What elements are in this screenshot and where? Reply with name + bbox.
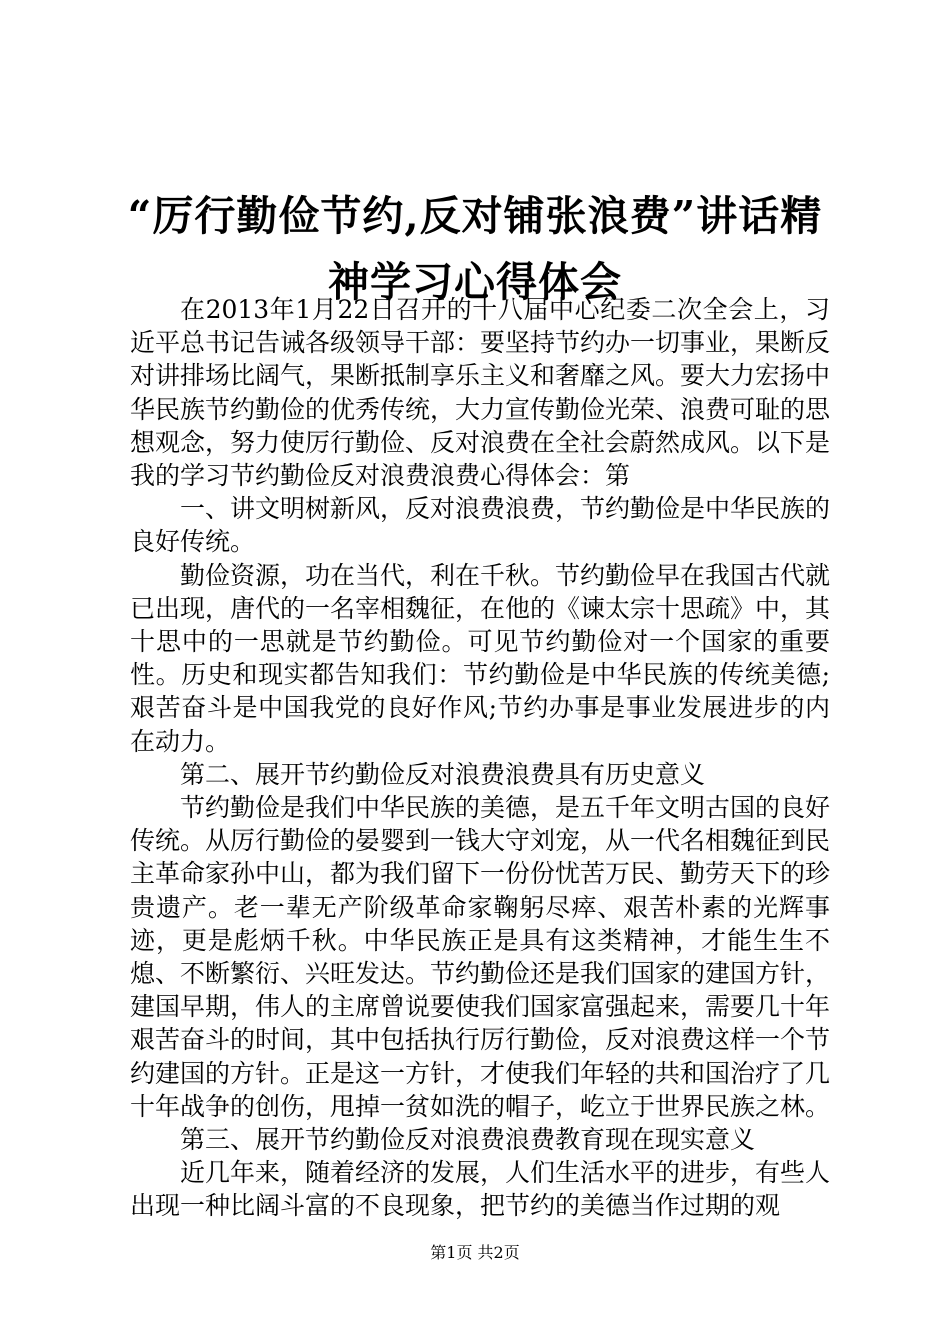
document-body [130, 293, 830, 1223]
paragraph-section-two-body: 节约勤俭是我们中华民族的美德，是五千年文明古国的良好传统。从厉行勤俭的晏婴到一钱大守刘宠，从一代名相魏征到民主革命家孙中山，都为我们留下一份份忧苦万民、勤劳天下的珍贵遗产。老一辈无产阶级革命家鞠躬尽瘁、艰苦朴素的光辉事迹，更是彪炳千秋。中华民族正是具有这类精神，才能生生不熄、不断繁衍、兴旺发达。节约勤俭还是我们国家的建国方针，建国早期，伟人的主席曾说要使我们国家富强起来，需要几十年艰苦奋斗的时间，其中包括执行厉行勤俭，反对浪费这样一个节约建国的方针。正是这一方针，才使我们年轻的共和国治疗了几十年战争的创伤，甩掉一贫如洗的帽子，屹立于世界民族之林。 [130, 793, 831, 1121]
paragraph-intro: 在2013年1月22日召开的十八届中心纪委二次全会上，习近平总书记告诫各级领导干部：要坚持节约办一切事业，果断反对讲排场比阔气，果断抵制享乐主义和奢靡之风。要大力宏扬中华民族节约勤俭的优秀传统，大力宣传勤俭光荣、浪费可耻的思想观念，努力使厉行勤俭、反对浪费在全社会蔚然成风。以下是我的学习节约勤俭反对浪费浪费心得体会：第 [130, 295, 831, 491]
page-number-footer: 第1页 共2页 [430, 1243, 520, 1262]
paragraph-section-two-heading: 第二、展开节约勤俭反对浪费浪费具有历史意义 [180, 759, 706, 789]
paragraph-section-three-body: 近几年来，随着经济的发展，人们生活水平的进步，有些人出现一种比阔斗富的不良现象，把节约的美德当作过期的观 [130, 1158, 831, 1221]
paragraph-section-one-heading: 一、讲文明树新风，反对浪费浪费，节约勤俭是中华民族的良好传统。 [130, 494, 831, 557]
paragraph-section-one-body: 勤俭资源，功在当代，利在千秋。节约勤俭早在我国古代就已出现，唐代的一名宰相魏征，在他的《谏太宗十思疏》中，其十思中的一思就是节约勤俭。可见节约勤俭对一个国家的重要性。历史和现实都告知我们：节约勤俭是中华民族的传统美德;艰苦奋斗是中国我党的良好作风;节约办事是事业发展进步的内在动力。 [130, 560, 831, 756]
document-title: “厉行勤俭节约,反对铺张浪费”讲话精神学习心得体会 [127, 192, 823, 306]
paragraph-section-three-heading: 第三、展开节约勤俭反对浪费浪费教育现在现实意义 [180, 1125, 756, 1155]
